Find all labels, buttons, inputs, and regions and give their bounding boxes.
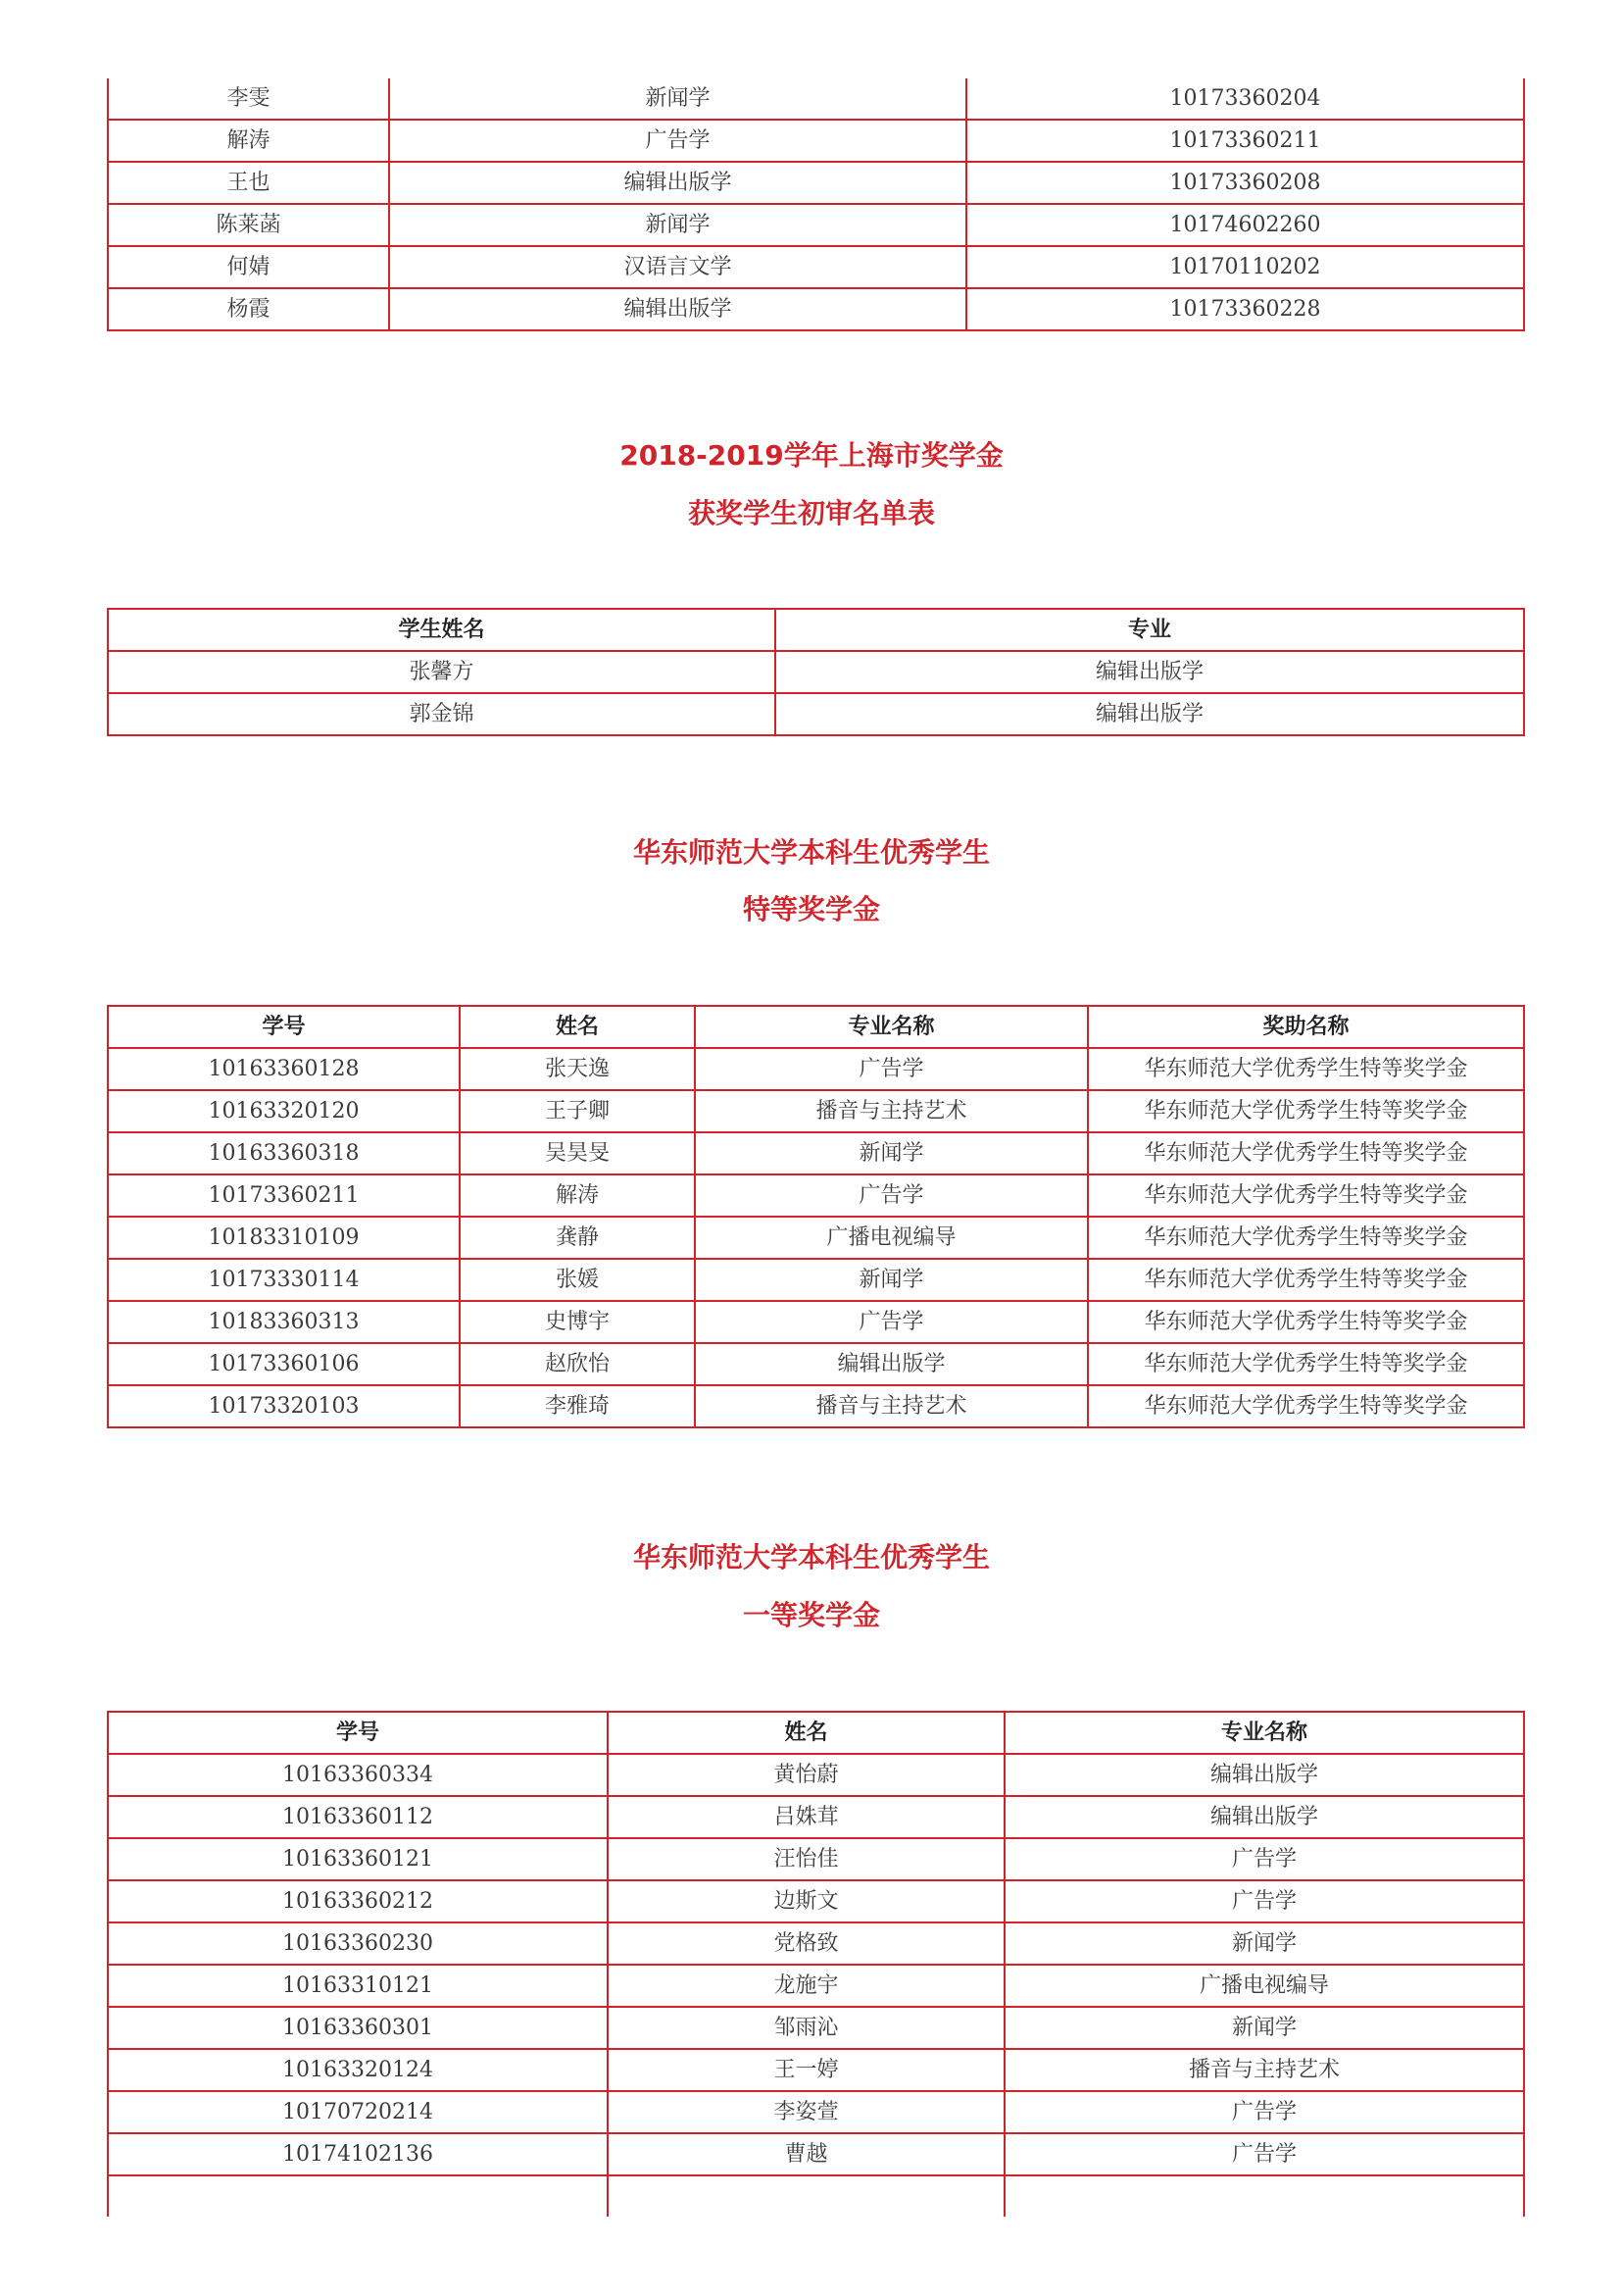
table-row xyxy=(108,2091,1524,2133)
student-name: 李雯 xyxy=(108,78,389,120)
major: 编辑出版学 xyxy=(775,693,1524,735)
student-id: 10174602260 xyxy=(966,204,1524,246)
student-name: 黄怡蔚 xyxy=(608,1754,1005,1796)
major: 广告学 xyxy=(1005,1838,1524,1880)
column-header: 学生姓名 xyxy=(108,609,775,651)
student-name: 解涛 xyxy=(460,1174,695,1217)
student-name: 李姿萱 xyxy=(608,2091,1005,2133)
student-name: 赵欣怡 xyxy=(460,1343,695,1385)
major: 汉语言文学 xyxy=(389,246,966,288)
student-name: 吕姝茸 xyxy=(608,1796,1005,1838)
section-title: 华东师范大学本科生优秀学生 xyxy=(632,836,990,869)
award-name: 华东师范大学优秀学生特等奖学金 xyxy=(1088,1174,1524,1217)
student-name: 张天逸 xyxy=(460,1048,695,1090)
award-name: 华东师范大学优秀学生特等奖学金 xyxy=(1088,1090,1524,1132)
shanghai-scholarship-table xyxy=(107,608,1525,736)
table-row xyxy=(108,1048,1524,1090)
student-name: 汪怡佳 xyxy=(608,1838,1005,1880)
award-name: 华东师范大学优秀学生特等奖学金 xyxy=(1088,1132,1524,1174)
student-name: 党格致 xyxy=(608,1922,1005,1965)
table-header-row xyxy=(108,1006,1524,1048)
student-id: 10163360112 xyxy=(108,1796,608,1838)
table-row xyxy=(108,2049,1524,2091)
major: 播音与主持艺术 xyxy=(1005,2049,1524,2091)
major: 编辑出版学 xyxy=(775,651,1524,693)
student-id: 10163360128 xyxy=(108,1048,460,1090)
student-name: 张媛 xyxy=(460,1259,695,1301)
column-header: 学号 xyxy=(108,1006,460,1048)
table-row xyxy=(108,288,1524,330)
student-id: 10173360106 xyxy=(108,1343,460,1385)
student-id: 10163360334 xyxy=(108,1754,608,1796)
major: 广告学 xyxy=(1005,2091,1524,2133)
column-header: 奖助名称 xyxy=(1088,1006,1524,1048)
student-name: 龚静 xyxy=(460,1217,695,1259)
student-id: 10170720214 xyxy=(108,2091,608,2133)
student-name: 龙施宇 xyxy=(608,1965,1005,2007)
section-title: 2018-2019学年上海市奖学金 xyxy=(619,439,1004,472)
first-class-scholarship-table xyxy=(107,1711,1525,2217)
student-id: 10163360121 xyxy=(108,1838,608,1880)
column-header: 专业 xyxy=(775,609,1524,651)
student-id: 10173360204 xyxy=(966,78,1524,120)
student-name: 边斯文 xyxy=(608,1880,1005,1922)
column-header: 姓名 xyxy=(608,1712,1005,1754)
student-id: 10163310121 xyxy=(108,1965,608,2007)
student-id: 10163320124 xyxy=(108,2049,608,2091)
table-row xyxy=(108,246,1524,288)
table-row xyxy=(108,1217,1524,1259)
student-name: 张馨方 xyxy=(108,651,775,693)
major: 新闻学 xyxy=(1005,2007,1524,2049)
major: 编辑出版学 xyxy=(1005,1754,1524,1796)
student-name: 王一婷 xyxy=(608,2049,1005,2091)
table-row xyxy=(108,1301,1524,1343)
student-name: 解涛 xyxy=(108,120,389,162)
major: 广告学 xyxy=(695,1174,1088,1217)
major: 播音与主持艺术 xyxy=(695,1090,1088,1132)
award-name: 华东师范大学优秀学生特等奖学金 xyxy=(1088,1259,1524,1301)
major: 新闻学 xyxy=(695,1259,1088,1301)
table-row xyxy=(108,78,1524,120)
major: 广告学 xyxy=(695,1301,1088,1343)
student-name: 杨霞 xyxy=(108,288,389,330)
major: 编辑出版学 xyxy=(389,162,966,204)
section-subtitle: 获奖学生初审名单表 xyxy=(687,497,935,529)
student-id: 10173360211 xyxy=(966,120,1524,162)
column-header: 专业名称 xyxy=(1005,1712,1524,1754)
table-continued xyxy=(107,78,1525,331)
major xyxy=(1005,2175,1524,2217)
student-id: 10183310109 xyxy=(108,1217,460,1259)
table-row xyxy=(108,1796,1524,1838)
student-name: 邹雨沁 xyxy=(608,2007,1005,2049)
major: 新闻学 xyxy=(695,1132,1088,1174)
student-id: 10173330114 xyxy=(108,1259,460,1301)
major: 新闻学 xyxy=(1005,1922,1524,1965)
major: 新闻学 xyxy=(389,78,966,120)
table-row xyxy=(108,2175,1524,2217)
student-name: 王也 xyxy=(108,162,389,204)
section-subtitle: 一等奖学金 xyxy=(742,1599,880,1631)
major: 播音与主持艺术 xyxy=(695,1385,1088,1427)
student-name xyxy=(608,2175,1005,2217)
major: 广播电视编导 xyxy=(1005,1965,1524,2007)
major: 广告学 xyxy=(695,1048,1088,1090)
student-name: 陈莱菡 xyxy=(108,204,389,246)
table-row xyxy=(108,1965,1524,2007)
student-id xyxy=(108,2175,608,2217)
table-row xyxy=(108,2007,1524,2049)
table-row xyxy=(108,1754,1524,1796)
student-id: 10173360228 xyxy=(966,288,1524,330)
major: 广播电视编导 xyxy=(695,1217,1088,1259)
major: 广告学 xyxy=(389,120,966,162)
major: 广告学 xyxy=(1005,2133,1524,2175)
student-id: 10163360230 xyxy=(108,1922,608,1965)
award-name: 华东师范大学优秀学生特等奖学金 xyxy=(1088,1343,1524,1385)
section-title: 华东师范大学本科生优秀学生 xyxy=(632,1541,990,1573)
student-id: 10170110202 xyxy=(966,246,1524,288)
table-row xyxy=(108,1880,1524,1922)
table-row xyxy=(108,1090,1524,1132)
table-row xyxy=(108,693,1524,735)
award-name: 华东师范大学优秀学生特等奖学金 xyxy=(1088,1385,1524,1427)
table-row xyxy=(108,120,1524,162)
table-row xyxy=(108,1174,1524,1217)
award-name: 华东师范大学优秀学生特等奖学金 xyxy=(1088,1301,1524,1343)
student-id: 10163360301 xyxy=(108,2007,608,2049)
column-header: 学号 xyxy=(108,1712,608,1754)
award-name: 华东师范大学优秀学生特等奖学金 xyxy=(1088,1217,1524,1259)
student-name: 李雅琦 xyxy=(460,1385,695,1427)
table-row xyxy=(108,1132,1524,1174)
student-name: 曹越 xyxy=(608,2133,1005,2175)
student-id: 10174102136 xyxy=(108,2133,608,2175)
table-row xyxy=(108,1259,1524,1301)
student-id: 10173360208 xyxy=(966,162,1524,204)
table-row xyxy=(108,204,1524,246)
table-row xyxy=(108,162,1524,204)
table-row xyxy=(108,1343,1524,1385)
table-row xyxy=(108,1838,1524,1880)
student-id: 10173360211 xyxy=(108,1174,460,1217)
table-row xyxy=(108,1385,1524,1427)
major: 广告学 xyxy=(1005,1880,1524,1922)
table-row xyxy=(108,651,1524,693)
student-name: 吴昊旻 xyxy=(460,1132,695,1174)
student-name: 王子卿 xyxy=(460,1090,695,1132)
table-row xyxy=(108,1922,1524,1965)
table-header-row xyxy=(108,609,1524,651)
student-id: 10163360318 xyxy=(108,1132,460,1174)
special-scholarship-table xyxy=(107,1005,1525,1428)
column-header: 姓名 xyxy=(460,1006,695,1048)
student-id: 10163360212 xyxy=(108,1880,608,1922)
award-name: 华东师范大学优秀学生特等奖学金 xyxy=(1088,1048,1524,1090)
student-name: 何婧 xyxy=(108,246,389,288)
major: 编辑出版学 xyxy=(389,288,966,330)
table-row xyxy=(108,2133,1524,2175)
student-name: 史博宇 xyxy=(460,1301,695,1343)
student-id: 10183360313 xyxy=(108,1301,460,1343)
major: 编辑出版学 xyxy=(695,1343,1088,1385)
student-id: 10173320103 xyxy=(108,1385,460,1427)
student-id: 10163320120 xyxy=(108,1090,460,1132)
major: 编辑出版学 xyxy=(1005,1796,1524,1838)
student-name: 郭金锦 xyxy=(108,693,775,735)
major: 新闻学 xyxy=(389,204,966,246)
section-subtitle: 特等奖学金 xyxy=(742,893,880,925)
table-header-row xyxy=(108,1712,1524,1754)
column-header: 专业名称 xyxy=(695,1006,1088,1048)
